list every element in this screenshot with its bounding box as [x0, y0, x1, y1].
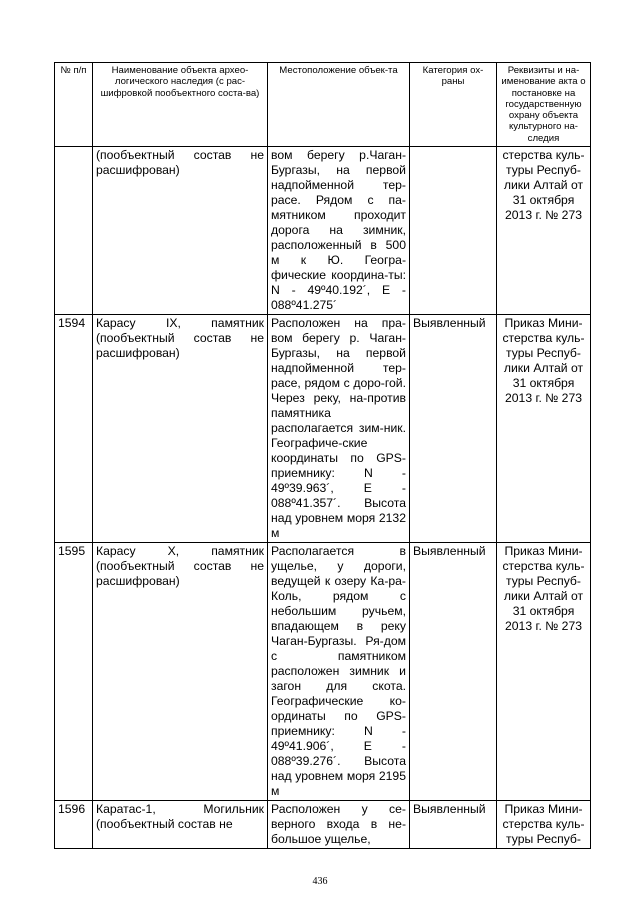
row-number: 1594 [55, 315, 93, 543]
row-object-name: Карасу X, памятник (пообъектный состав не расшифрован) [93, 543, 268, 801]
row-object-name: Карасу IX, памятник (пообъектный состав не расшифрован) [93, 315, 268, 543]
header-act: Реквизиты и на-именование акта о постановке на государственную охрану объекта культурного на-следия [497, 63, 591, 147]
table-row [55, 801, 591, 849]
header-number: № п/п [55, 63, 93, 147]
page-number: 436 [312, 876, 328, 887]
row-number: 1596 [55, 801, 93, 849]
header-object-name: Наименование объекта архео-логического наследия (с рас-шифровкой пообъектного соста-ва) [93, 63, 268, 147]
row-object-name: (пообъектный состав не расшифрован) [93, 147, 268, 315]
row-object-name: Каратас-1, Могильник (пообъектный состав не [93, 801, 268, 849]
row-act: Приказ Мини-стерства куль-туры Респуб-лики Алтай от 31 октября 2013 г. № 273 [497, 315, 591, 543]
header-location: Местоположение объек-та [268, 63, 410, 147]
row-category [410, 147, 497, 315]
table-row [55, 543, 591, 801]
row-act: Приказ Мини-стерства куль-туры Респуб- [497, 801, 591, 849]
table-row [55, 147, 591, 315]
row-category: Выявленный [410, 543, 497, 801]
row-act: стерства куль-туры Респуб-лики Алтай от 31 октября 2013 г. № 273 [497, 147, 591, 315]
row-location: Расположен у се-верного входа в не-большое ущелье, [268, 801, 410, 849]
header-category: Категория ох-раны [410, 63, 497, 147]
table-header-row [55, 63, 591, 147]
row-number: 1595 [55, 543, 93, 801]
row-act: Приказ Мини-стерства куль-туры Респуб-лики Алтай от 31 октября 2013 г. № 273 [497, 543, 591, 801]
heritage-register-table [54, 62, 591, 849]
row-number [55, 147, 93, 315]
row-location: Расположен на пра-вом берегу р. Чаган-Бургазы, на первой надпойменной тер-расе, рядом с доро-гой. Через реку, на-против памятника располагается зим-ник. Географиче-ские координаты по GPS-приемнику: N - 49º39.963´, E - 088º41.357´. Высота над уровнем моря 2132 м [268, 315, 410, 543]
row-category: Выявленный [410, 315, 497, 543]
table-row [55, 315, 591, 543]
row-location: вом берегу р.Чаган-Бургазы, на первой надпойменной тер-расе. Рядом с па-мятником проходит дорога на зимник, расположенный в 500 м к Ю. Геогра-фические координа-ты: N - 49º40.192´, E - 088º41.275´ [268, 147, 410, 315]
row-category: Выявленный [410, 801, 497, 849]
row-location: Располагается в ущелье, у дороги, ведущей к озеру Ка-ра-Коль, рядом с небольшим ручьем, впадающем в реку Чаган-Бургазы. Ря-дом с памятником расположен зимник и загон для скота. Географические ко-ординаты по GPS-приемнику: N - 49º41.906´, E - 088º39.276´. Высота над уровнем моря 2195 м [268, 543, 410, 801]
